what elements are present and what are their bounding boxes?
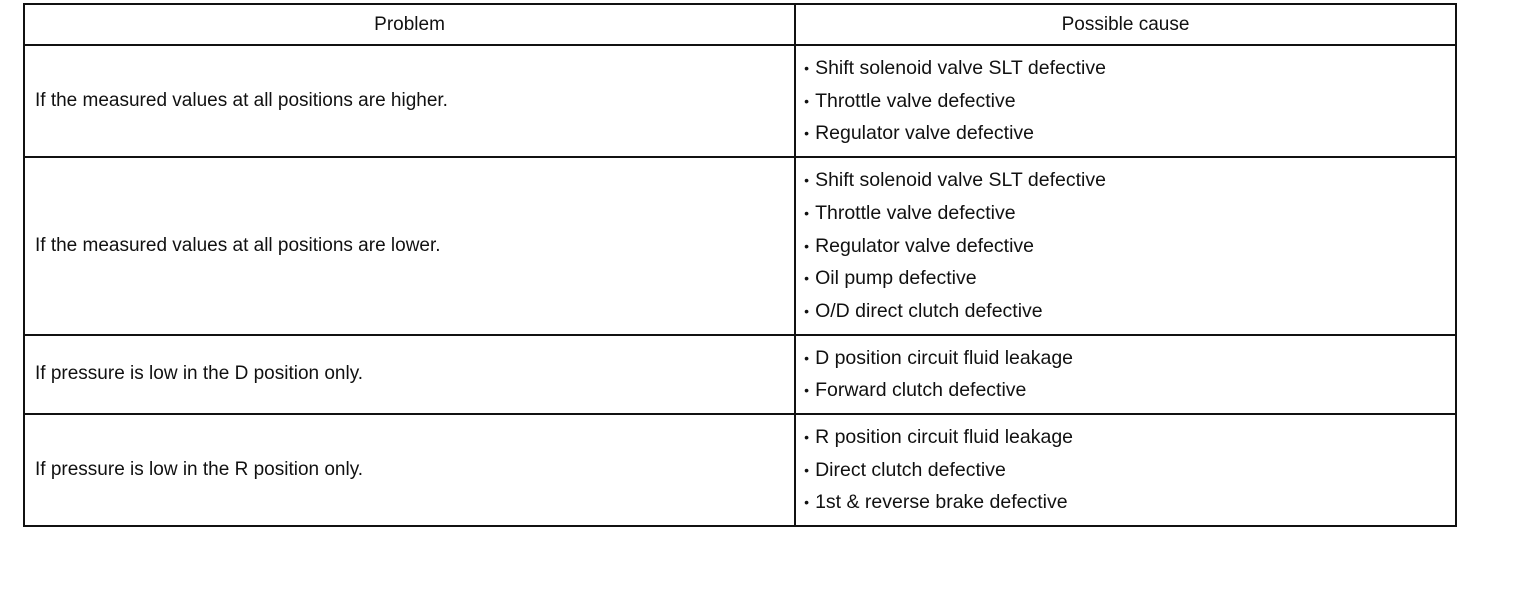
cause-item [804,164,1455,197]
bullet-icon: • [804,429,809,446]
cause-list [804,421,1455,519]
cause-item [804,52,1455,85]
bullet-icon: • [804,92,809,109]
cause-cell [795,45,1456,157]
cause-cell [795,335,1456,414]
cause-text: D position circuit fluid leakage [815,346,1074,369]
cause-text: O/D direct clutch defective [815,299,1043,322]
bullet-icon: • [804,204,809,221]
problem-column-header: Problem [24,4,795,45]
bullet-icon: • [804,237,809,254]
cause-item [804,230,1455,263]
bullet-icon: • [804,270,809,287]
cause-cell [795,414,1456,526]
cause-item [804,421,1455,454]
problem-cell: If the measured values at all positions are lower. [24,157,795,335]
cause-text: Shift solenoid valve SLT defective [815,57,1106,79]
problem-cell: If pressure is low in the R position only. [24,414,795,526]
bullet-icon: • [804,125,809,142]
table-row [24,414,1456,526]
bullet-icon: • [804,60,809,76]
cause-text: 1st & reverse brake defective [815,491,1068,514]
possible-cause-column-header: Possible cause [795,4,1456,45]
cause-item [804,262,1455,295]
table-row [24,45,1456,157]
cause-list [804,342,1455,407]
bullet-icon: • [804,461,809,478]
cause-text: Shift solenoid valve SLT defective [815,169,1106,192]
cause-item [804,454,1455,487]
table-row [24,157,1456,335]
cause-item [804,374,1455,407]
bullet-icon: • [804,382,809,399]
cause-text: Regulator valve defective [815,122,1035,145]
problem-cell: If pressure is low in the D position only. [24,335,795,414]
cause-item [804,197,1455,230]
cause-text: Forward clutch defective [815,379,1027,402]
bullet-icon: • [804,494,809,511]
cause-text: Throttle valve defective [815,201,1016,224]
cause-item [804,117,1455,150]
bullet-icon: • [804,349,809,366]
table-header-row [24,4,1456,45]
cause-item [804,295,1455,328]
cause-list [804,52,1455,150]
cause-text: Throttle valve defective [815,89,1016,112]
cause-item [804,486,1455,519]
cause-list [804,164,1455,328]
cause-text: R position circuit fluid leakage [815,426,1074,449]
diagnosis-table [23,3,1457,527]
table-row [24,335,1456,414]
problem-cell: If the measured values at all positions are higher. [24,45,795,157]
cause-item [804,85,1455,118]
cause-text: Regulator valve defective [815,234,1035,257]
cause-text: Oil pump defective [815,267,977,290]
cause-text: Direct clutch defective [815,458,1006,481]
cause-item [804,342,1455,375]
cause-cell [795,157,1456,335]
bullet-icon: • [804,302,809,319]
bullet-icon: • [804,172,809,189]
